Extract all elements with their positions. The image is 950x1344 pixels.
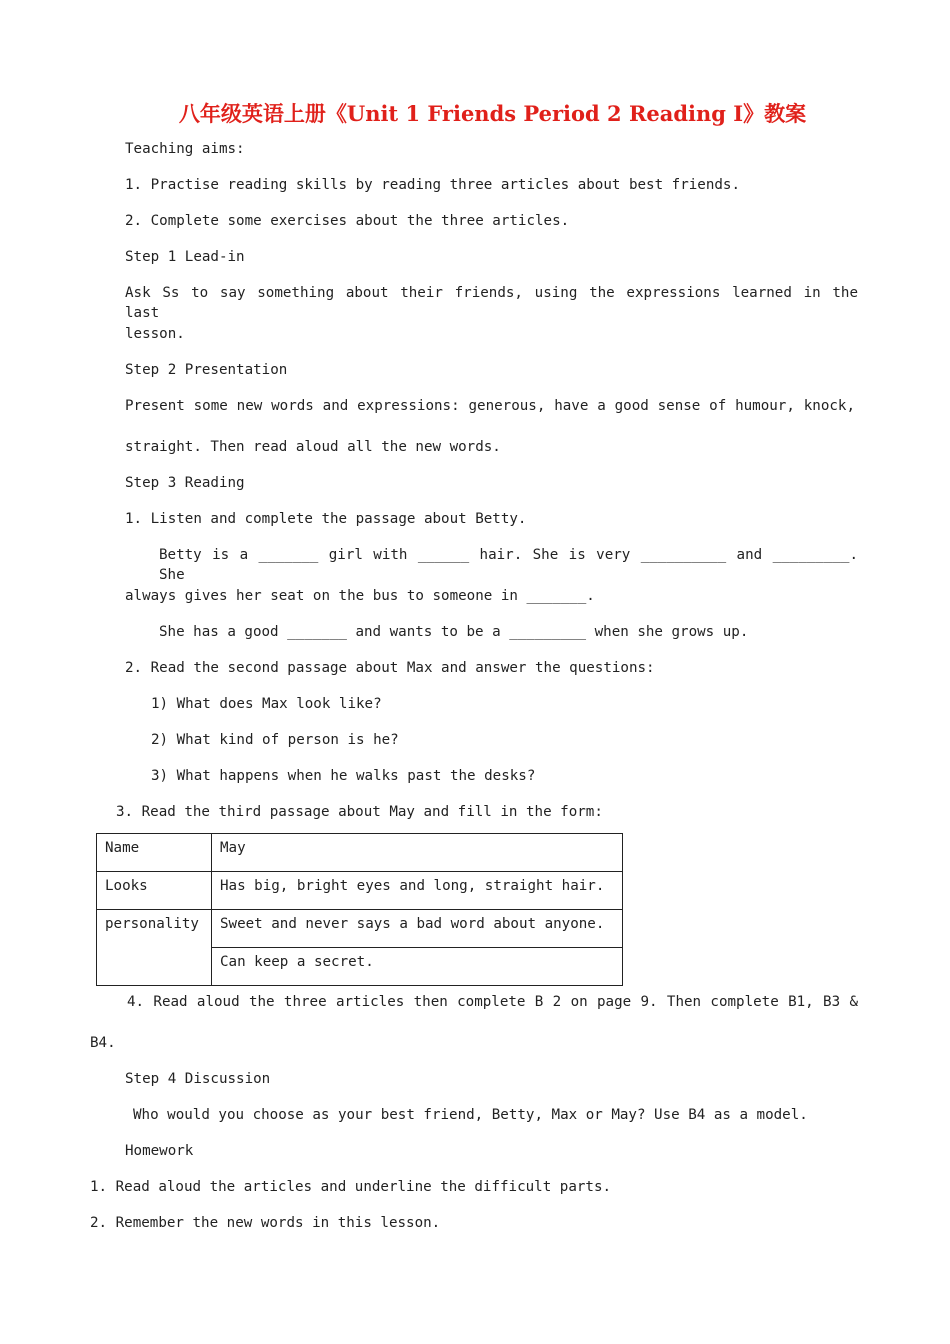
step2-heading: Step 2 Presentation — [125, 362, 288, 378]
name-value-cell: May — [212, 834, 623, 872]
personality-value-cell-1: Sweet and never says a bad word about anyone. — [212, 910, 623, 948]
max-question-2: 2) What kind of person is he? — [151, 732, 399, 748]
table-row — [97, 872, 623, 910]
homework-item-1: 1. Read aloud the articles and underline the difficult parts. — [90, 1179, 612, 1195]
personality-value-cell-2: Can keep a secret. — [212, 948, 623, 986]
personality-label-cell: personality — [97, 910, 212, 986]
homework-item-2: 2. Remember the new words in this lesson. — [90, 1215, 441, 1231]
table-row — [97, 910, 623, 948]
betty-passage-line1: Betty is a _______ girl with ______ hair. She is very __________ and _________. She — [159, 547, 858, 583]
step3-task2: 2. Read the second passage about Max and answer the questions: — [125, 660, 655, 676]
step1-text-line2: lesson. — [125, 326, 185, 342]
aim-item-2: 2. Complete some exercises about the three articles. — [125, 213, 570, 229]
betty-passage-line2: always gives her seat on the bus to someone in _______. — [125, 588, 595, 604]
name-label-cell: Name — [97, 834, 212, 872]
betty-passage-line3: She has a good _______ and wants to be a _________ when she grows up. — [159, 624, 749, 640]
step3-task4-line2: B4. — [90, 1035, 116, 1051]
step2-text-line1: Present some new words and expressions: generous, have a good sense of humour, knock, — [125, 398, 855, 414]
max-question-1: 1) What does Max look like? — [151, 696, 382, 712]
step4-text: Who would you choose as your best friend, Betty, Max or May? Use B4 as a model. — [133, 1107, 808, 1123]
teaching-aims-heading: Teaching aims: — [125, 141, 245, 157]
looks-label-cell: Looks — [97, 872, 212, 910]
step2-text-line2: straight. Then read aloud all the new words. — [125, 439, 501, 455]
aim-item-1: 1. Practise reading skills by reading three articles about best friends. — [125, 177, 740, 193]
step3-task1: 1. Listen and complete the passage about Betty. — [125, 511, 527, 527]
step4-heading: Step 4 Discussion — [125, 1071, 271, 1087]
table-row — [97, 834, 623, 872]
max-question-3: 3) What happens when he walks past the desks? — [151, 768, 536, 784]
step3-task4-line1: 4. Read aloud the three articles then complete B 2 on page 9. Then complete B1, B3 & — [127, 994, 858, 1010]
homework-heading: Homework — [125, 1143, 194, 1159]
step1-text-line1: Ask Ss to say something about their friends, using the expressions learned in the last — [125, 285, 858, 321]
looks-value-cell: Has big, bright eyes and long, straight hair. — [212, 872, 623, 910]
document-title: 八年级英语上册《Unit 1 Friends Period 2 Reading I》教案 — [178, 101, 807, 126]
step1-heading: Step 1 Lead-in — [125, 249, 245, 265]
may-info-table — [96, 833, 623, 986]
step3-heading: Step 3 Reading — [125, 475, 245, 491]
step3-task3: 3. Read the third passage about May and fill in the form: — [116, 804, 603, 820]
